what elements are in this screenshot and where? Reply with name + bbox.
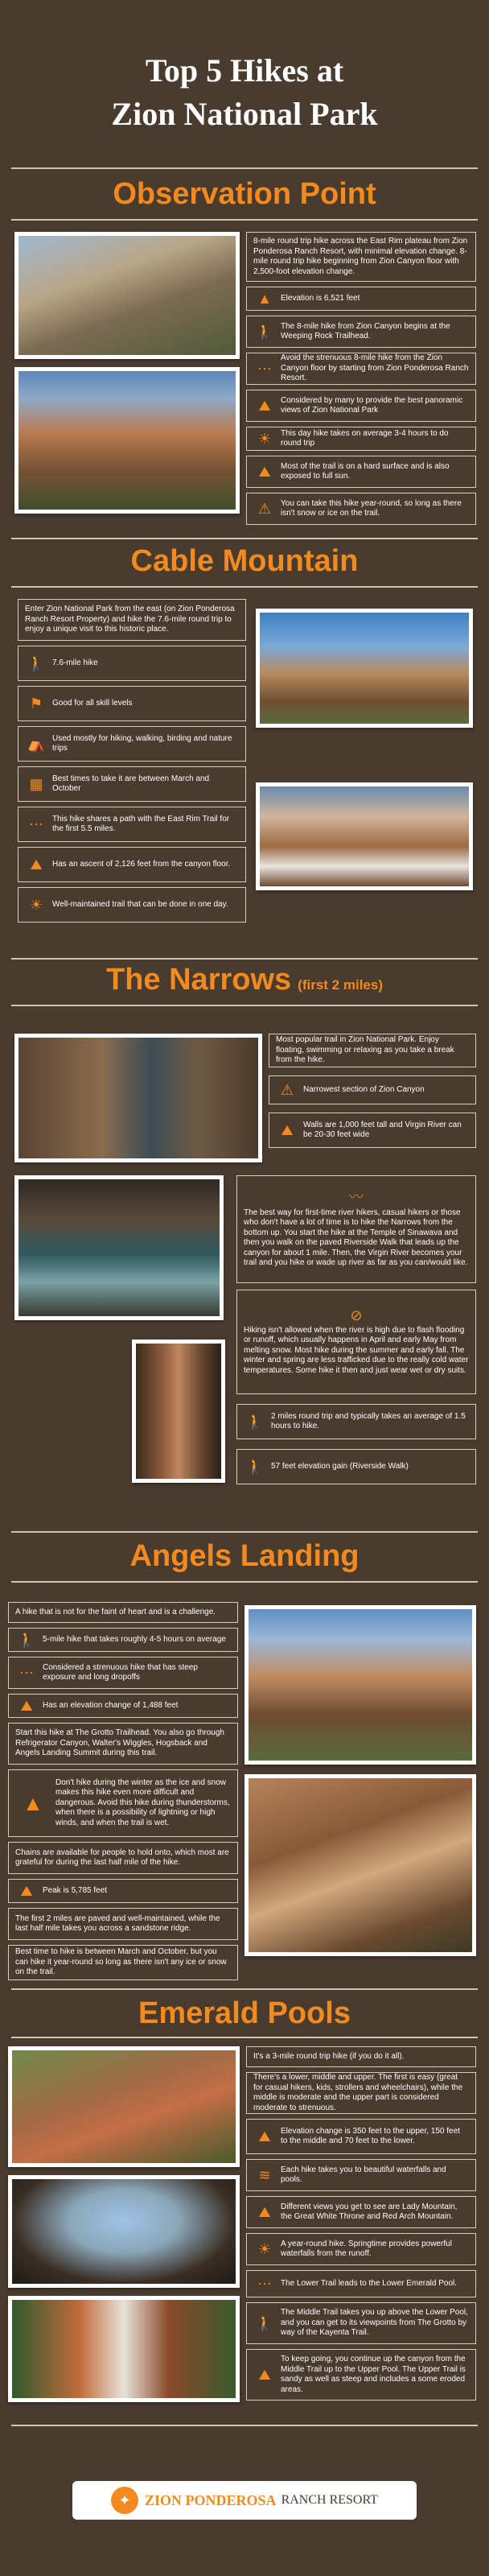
- fact-card: A hike that is not for the faint of heart and is a challenge.: [8, 1602, 238, 1623]
- ranch-logo-icon: ✦: [111, 2487, 138, 2514]
- sun-icon: ☀: [29, 896, 43, 913]
- photo-observation-point-hiker: [14, 232, 240, 359]
- fact-card: It's a 3-mile round trip hike (if you do it all).: [246, 2046, 476, 2067]
- trail-icon: 〰: [349, 1189, 364, 1206]
- fact-card: Most popular trail in Zion National Park. Enjoy floating, swimming or relaxing as you take a break from the hike.: [269, 1034, 476, 1067]
- fact-card: ⛰ Has an elevation change of 1,488 feet: [8, 1694, 238, 1718]
- hiker-icon: 🚶: [255, 2314, 274, 2331]
- section-heading-emerald-pools: Emerald Pools: [138, 1996, 351, 2030]
- divider: [11, 1581, 478, 1583]
- page-title-line-2: Zion National Park: [111, 96, 378, 132]
- trail-icon: ⋯: [19, 1664, 34, 1681]
- waterfall-icon: ≋: [258, 2166, 271, 2183]
- elevation-icon: ⛰: [30, 856, 43, 873]
- section-heading-angels-landing: Angels Landing: [129, 1539, 360, 1573]
- long-note-card: ⊘ Hiking isn't allowed when the river is high due to flash flooding or runoff, which usually happens in April and early May from melting snow. Most hike during the summer and early fall. The winter and spring are less trafficked due to the really cold water temperatures. Some hike it then and just wear wet or dry suits.: [236, 1290, 476, 1394]
- divider: [11, 2425, 478, 2426]
- fact-card: ⛰ Different views you get to see are Lady Mountain, the Great White Throne and Red Arch Mountain.: [246, 2196, 476, 2228]
- fact-card: ▲ Elevation is 6,521 feet: [246, 287, 476, 311]
- page-title-line-1: Top 5 Hikes at: [145, 52, 344, 89]
- fact-card: ⛰ Walls are 1,000 feet tall and Virgin River can be 20-30 feet wide: [269, 1113, 476, 1148]
- photo-cable-mountain-canyon: [256, 782, 473, 890]
- brand-name-bold: ZION PONDEROSA: [145, 2491, 277, 2508]
- mountain-icon: ▲: [257, 290, 272, 307]
- fact-card: ⋯ The Lower Trail leads to the Lower Emerald Pool.: [246, 2270, 476, 2297]
- sign-icon: ⚑: [29, 695, 43, 712]
- fact-card: 🚶 57 feet elevation gain (Riverside Walk): [236, 1449, 476, 1484]
- hiker-icon: 🚶: [245, 1413, 265, 1430]
- fact-card: The first 2 miles are paved and well-maintained, while the last half mile takes you across a sandstone ridge.: [8, 1908, 238, 1940]
- fact-card: ⛰ Considered by many to provide the best panoramic views of Zion National Park: [246, 390, 476, 422]
- photo-emerald-pools-trail: [8, 2046, 240, 2167]
- trail-icon: ⋯: [257, 2275, 272, 2292]
- fact-card: 🚶 The Middle Trail takes you up above the Lower Pool, and you can get to its viewpoints from The Grotto by way of the Kayenta Trail.: [246, 2302, 476, 2344]
- divider: [11, 1531, 478, 1533]
- photo-the-narrows-river: [14, 1034, 262, 1162]
- photo-observation-point-canyon: [14, 367, 240, 514]
- long-note-card: 〰 The best way for first-time river hikers, casual hikers or those who don't have a lot of time is to hike the Narrows from the bottom up. You start the hike at the Temple of Sinawava and then you walk on the paved Riverside Walk that leads up the canyon for about 1 mile. Then, the Virgin River becomes your trail and you hike or wade up river as far as you can/would like.: [236, 1175, 476, 1283]
- fact-card: 8-mile round trip hike across the East Rim plateau from Zion Ponderosa Ranch Resort, with minimal elevation change. 8-mile round trip hike beginning from Zion Canyon floor with 2,500-foot elevation change.: [246, 232, 476, 282]
- section-heading-the-narrows: The Narrows (first 2 miles): [106, 963, 383, 997]
- divider: [11, 538, 478, 539]
- fact-card: 🚶 5-mile hike that takes roughly 4-5 hours on average: [8, 1628, 238, 1652]
- fact-card: ▲ Don't hike during the winter as the ice and snow makes this hike even more difficult and dangerous. Avoid this hike during thunderstorms, when there is a possibility of lightning or high winds, and when the trail is wet.: [8, 1769, 238, 1837]
- elevation-icon: ⛰: [20, 1697, 33, 1714]
- summit-icon: ⛰: [20, 1882, 33, 1899]
- fact-card: ⚠ You can take this hike year-round, so long as there isn't snow or ice on the trail.: [246, 493, 476, 525]
- warning-icon: ⚠: [257, 500, 272, 517]
- canyon-icon: ⛰: [258, 2203, 271, 2220]
- photo-angels-landing-ridge: [244, 1605, 476, 1765]
- trail-icon: ⋯: [257, 360, 272, 377]
- fact-card: Best time to hike is between March and October, but you can hike it year-round so long as there isn't any ice or snow on the trail.: [8, 1945, 238, 1980]
- mountain-icon: ▲: [23, 1790, 43, 1815]
- walk-icon: 🚶: [245, 1458, 265, 1475]
- fact-card: ⛺ Used mostly for hiking, walking, birding and nature trips: [18, 726, 246, 762]
- fact-card: ⋯ This hike shares a path with the East Rim Trail for the first 5.5 miles.: [18, 807, 246, 842]
- fact-card: ☀ A year-round hike. Springtime provides powerful waterfalls from the runoff.: [246, 2233, 476, 2265]
- brand-footer[interactable]: [72, 2481, 417, 2520]
- divider: [11, 1005, 478, 1006]
- calendar-icon: ▦: [29, 775, 43, 792]
- fact-card: ☀ Well-maintained trail that can be done in one day.: [18, 887, 246, 923]
- fact-card: ⛰ To keep going, you continue up the canyon from the Middle Trail up to the Upper Pool. The Upper Trail is sandy as well as steep and includes a some eroded areas.: [246, 2349, 476, 2401]
- fact-card: ☀ This day hike takes on average 3-4 hours to do round trip: [246, 427, 476, 451]
- activity-icon: ⛺: [27, 735, 46, 752]
- photo-angels-landing-switchbacks: [244, 1774, 476, 1956]
- section-subheading: (first 2 miles): [298, 977, 383, 993]
- fact-card: ⋯ Considered a strenuous hike that has steep exposure and long dropoffs: [8, 1657, 238, 1689]
- fact-card: There's a lower, middle and upper. The first is easy (great for casual hikers, kids, strollers and wheelchairs), while the middle is moderate and the upper part is considered moderate to strenuous.: [246, 2072, 476, 2114]
- sun-icon: ☀: [257, 2240, 272, 2257]
- photo-emerald-pools-arch: [8, 2175, 240, 2288]
- no-entry-icon: ⊘: [350, 1307, 363, 1323]
- elevation-icon: ⛰: [258, 2128, 271, 2145]
- road-icon: ⛰: [258, 463, 271, 480]
- fact-card: 🚶 2 miles round trip and typically takes an average of 1.5 hours to hike.: [236, 1404, 476, 1439]
- fact-card: ⛰ Has an ascent of 2,126 feet from the canyon floor.: [18, 847, 246, 882]
- divider: [11, 167, 478, 169]
- fact-card: ≋ Each hike takes you to beautiful waterfalls and pools.: [246, 2159, 476, 2191]
- photo-cable-mountain-draw-works: [256, 609, 473, 728]
- photo-emerald-pools-waterfall: [8, 2296, 240, 2402]
- divider: [11, 586, 478, 588]
- section-heading-observation-point: Observation Point: [113, 177, 376, 211]
- fact-card: ⚑ Good for all skill levels: [18, 686, 246, 721]
- fact-card: ▦ Best times to take it are between March and October: [18, 766, 246, 802]
- fact-card: ⛰ Peak is 5,785 feet: [8, 1879, 238, 1903]
- divider: [11, 958, 478, 960]
- fact-card: Start this hike at The Grotto Trailhead. You also go through Refrigerator Canyon, Walter's Wiggles, Hogsback and Angels Landing Summit during this trail.: [8, 1723, 238, 1765]
- fact-card: ⚠ Narrowest section of Zion Canyon: [269, 1075, 476, 1104]
- brand-name-rest: RANCH RESORT: [281, 2493, 378, 2507]
- photo-the-narrows-water: [14, 1175, 224, 1320]
- fact-card: ⋯ Avoid the strenuous 8-mile hike from the Zion Canyon floor by starting from Zion Ponderosa Ranch Resort.: [246, 353, 476, 385]
- fact-card: Chains are available for people to hold onto, which most are grateful for during the last half mile of the hike.: [8, 1842, 238, 1874]
- fact-card: ⛰ Elevation change is 350 feet to the upper, 150 feet to the middle and 70 feet to the lower.: [246, 2119, 476, 2154]
- fact-card: 🚶 The 8-mile hike from Zion Canyon begins at the Weeping Rock Trailhead.: [246, 316, 476, 348]
- fact-card: 🚶 7.6-mile hike: [18, 646, 246, 681]
- sun-icon: ☀: [257, 430, 272, 447]
- divider: [11, 219, 478, 221]
- divider: [11, 1988, 478, 1990]
- canyon-icon: ⛰: [281, 1121, 294, 1138]
- warning-icon: ⚠: [280, 1081, 294, 1098]
- section-heading-cable-mountain: Cable Mountain: [130, 544, 359, 578]
- divider: [11, 2037, 478, 2038]
- intro-card: Enter Zion National Park from the east (on Zion Ponderosa Ranch Resort Property) and hike the 7.6-mile round trip to enjoy a unique visit to this historic place.: [18, 599, 246, 641]
- photo-the-narrows-walls: [132, 1340, 225, 1483]
- hiker-icon: 🚶: [255, 323, 274, 340]
- canyon-icon: ⛰: [258, 397, 271, 414]
- fact-card: ⛰ Most of the trail is on a hard surface and is also exposed to full sun.: [246, 456, 476, 488]
- hiker-icon: 🚶: [17, 1631, 36, 1648]
- hiker-icon: 🚶: [27, 654, 46, 671]
- trail-icon: ⋯: [29, 815, 43, 832]
- road-icon: ⛰: [258, 2366, 271, 2383]
